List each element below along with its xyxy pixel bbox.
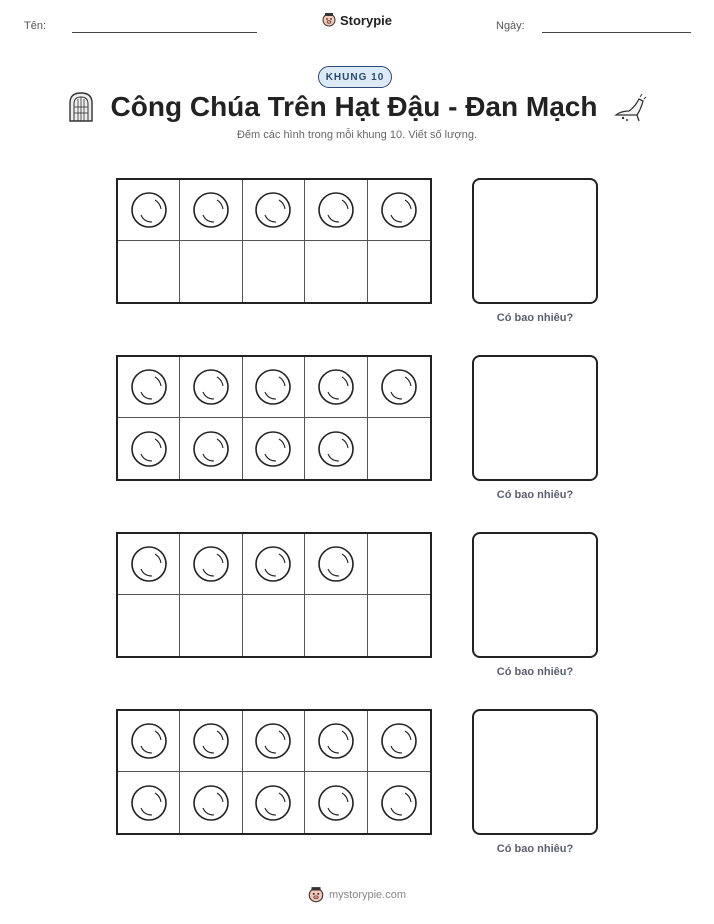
pea-icon [192,191,230,229]
ten-frame-cell [305,711,367,772]
ten-frame-cell [243,180,305,241]
ten-frame-cell [180,772,242,833]
ten-frame-cell [243,534,305,595]
ten-frame-cell [180,595,242,656]
ten-frame-cell [118,772,180,833]
pea-icon [130,545,168,583]
ten-frame-cell [180,180,242,241]
pea-icon [317,191,355,229]
pea-icon [380,191,418,229]
ten-frame-cell [368,180,430,241]
pea-icon [254,722,292,760]
pea-icon [254,430,292,468]
pea-icon [254,368,292,406]
pea-icon [317,368,355,406]
ten-frame-cell [180,357,242,418]
ten-frame-cell [180,241,242,302]
ten-frame [116,709,432,835]
castle-door-icon [67,91,95,123]
answer-box[interactable] [472,709,598,835]
pea-icon [254,784,292,822]
pea-icon [317,784,355,822]
worksheet-type-badge: KHUNG 10 [318,66,392,88]
answer-label: Có bao nhiêu? [496,843,574,855]
ten-frame-cell [368,534,430,595]
name-label: Tên: [24,20,47,32]
pea-icon [192,784,230,822]
answer-box[interactable] [472,178,598,304]
ten-frame-cell [118,595,180,656]
ten-frame-cell [180,711,242,772]
pea-icon [254,191,292,229]
pea-icon [254,545,292,583]
brand-logo [0,12,714,28]
ten-frame-cell [180,534,242,595]
ten-frame-cell [118,534,180,595]
ten-frame-cell [118,711,180,772]
answer-label: Có bao nhiêu? [496,666,574,678]
ten-frame-cell [243,772,305,833]
ten-frame-cell [368,241,430,302]
ten-frame-cell [243,595,305,656]
pig-mascot-icon [322,12,336,28]
ten-frame-cell [305,534,367,595]
answer-box[interactable] [472,355,598,481]
brand-name: Storypie [339,12,392,28]
ten-frame-cell [368,772,430,833]
page-title: Công Chúa Trên Hạt Đậu - Đan Mạch [110,91,598,122]
date-label: Ngày: [496,20,525,32]
pea-icon [192,722,230,760]
ten-frame-cell [118,180,180,241]
pea-icon [380,784,418,822]
ten-frame [116,532,432,658]
pea-icon [130,191,168,229]
pea-icon [130,722,168,760]
title-row [0,86,714,128]
ten-frame-cell [305,241,367,302]
footer-url: mystorypie.com [328,889,407,901]
footer [0,886,714,904]
answer-label: Có bao nhiêu? [496,312,574,324]
ten-frame-cell [305,595,367,656]
pea-icon [192,545,230,583]
ten-frame-cell [243,241,305,302]
ten-frame [116,178,432,304]
ten-frame-cell [118,418,180,479]
ten-frame-cell [243,357,305,418]
ten-frame-cell [368,418,430,479]
ten-frame-cell [118,241,180,302]
pea-icon [130,784,168,822]
ten-frame [116,355,432,481]
ten-frame-cell [118,357,180,418]
ten-frame-cell [305,418,367,479]
pea-icon [130,368,168,406]
pea-icon [192,368,230,406]
pea-icon [192,430,230,468]
pea-icon [380,722,418,760]
pea-icon [130,430,168,468]
glass-slipper-icon [613,91,647,123]
pig-mascot-icon [308,886,324,904]
name-line [72,32,257,33]
instructions: Đếm các hình trong mỗi khung 10. Viết số lượng. [236,129,477,141]
ten-frame-cell [368,711,430,772]
pea-icon [317,722,355,760]
date-line [542,32,691,33]
answer-box[interactable] [472,532,598,658]
pea-icon [317,430,355,468]
ten-frame-cell [368,595,430,656]
ten-frame-cell [305,180,367,241]
ten-frame-cell [243,711,305,772]
ten-frame-cell [368,357,430,418]
ten-frame-cell [180,418,242,479]
ten-frame-cell [305,357,367,418]
ten-frame-cell [243,418,305,479]
pea-icon [380,368,418,406]
ten-frame-cell [305,772,367,833]
answer-label: Có bao nhiêu? [496,489,574,501]
pea-icon [317,545,355,583]
